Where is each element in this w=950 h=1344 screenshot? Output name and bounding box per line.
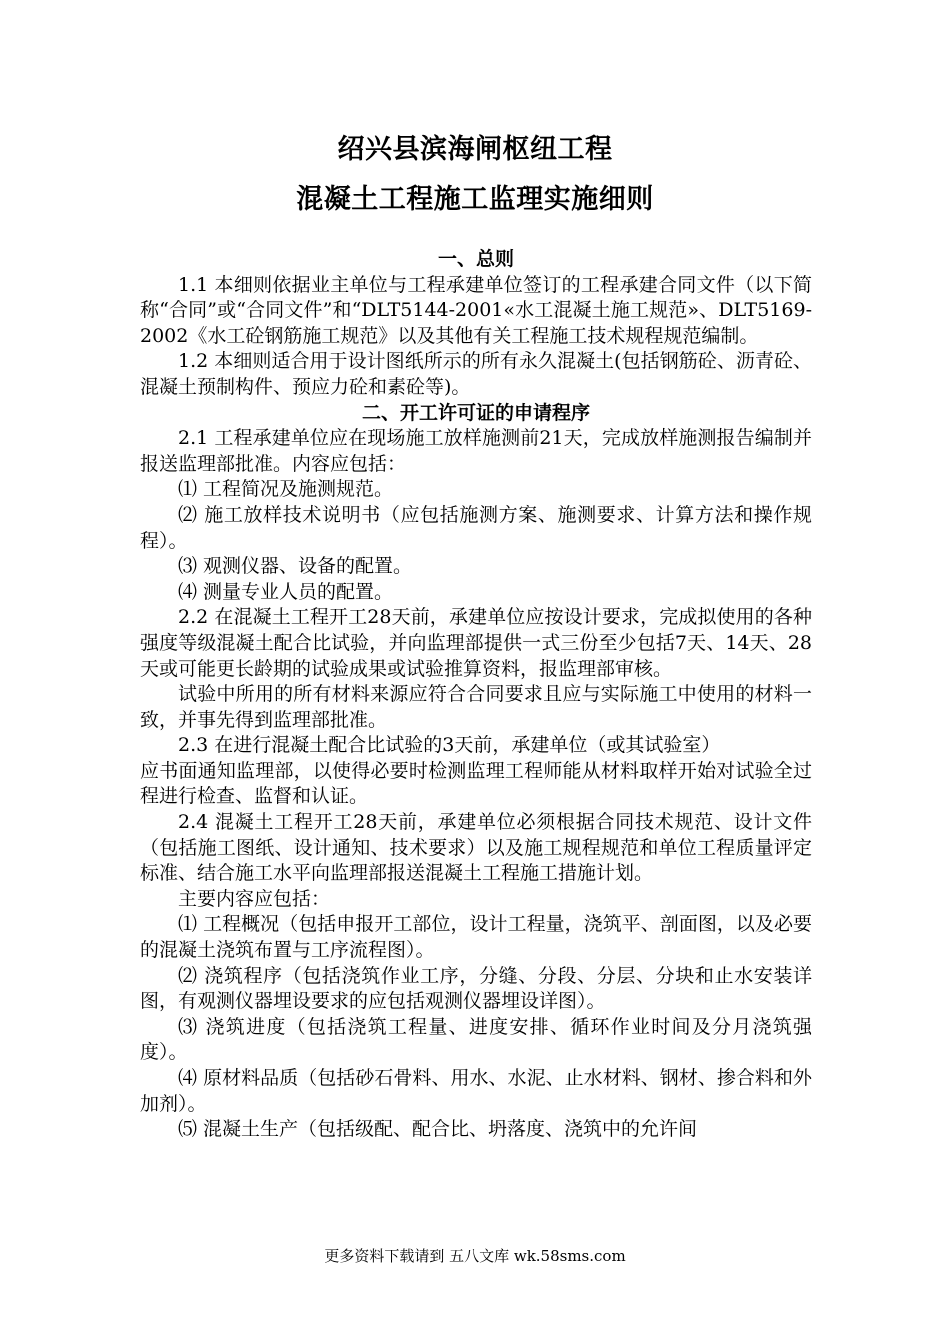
list-item-2-4-c: ⑶ 浇筑进度（包括浇筑工程量、进度安排、循环作业时间及分月浇筑强度）。 [140, 1015, 812, 1064]
paragraph-2-4-intro: 主要内容应包括： [178, 887, 331, 910]
paragraph-2-3: 2.3 在进行混凝土配合比试验的3天前，承建单位（或其试验室） [178, 734, 721, 757]
list-item-2-1-c: ⑶ 观测仪器、设备的配置。 [178, 555, 413, 578]
footer-download-notice: 更多资料下载请到 五八文库 wk.58sms.com [324, 1247, 626, 1265]
paragraph-2-1: 2.1 工程承建单位应在现场施工放样施测前21天，完成放样施测报告编制并报送监理部批准。内容应包括： [140, 427, 812, 475]
list-item-2-1-a: ⑴ 工程简况及施测规范。 [178, 478, 394, 501]
paragraph-2-2-materials: 试验中所用的所有材料来源应符合合同要求且应与实际施工中使用的材料一致，并事先得到监理部批准。 [140, 683, 812, 731]
list-item-2-4-a: ⑴ 工程概况（包括申报开工部位，设计工程量，浇筑平、剖面图，以及必要的混凝土浇筑布置与工序流程图）。 [140, 913, 812, 962]
section-heading-permit-procedure: 二、开工许可证的申请程序 [361, 401, 590, 424]
paragraph-2-4: 2.4 混凝土工程开工28天前，承建单位必须根据合同技术规范、设计文件（包括施工图纸、设计通知、技术要求）以及施工规程规范和单位工程质量评定标准、结合施工水平向监理部报送混凝土工程施工措施计划。 [140, 811, 812, 885]
paragraph-2-2: 2.2 在混凝土工程开工28天前，承建单位应按设计要求，完成拟使用的各种强度等级混凝土配合比试验，并向监理部提供一式三份至少包括7天、14天、28天或可能更长龄期的试验成果或试验推算资料，报监理部审核。 [140, 606, 812, 680]
list-item-2-4-d: ⑷ 原材料品质（包括砂石骨料、用水、水泥、止水材料、钢材、掺合料和外加剂）。 [140, 1067, 812, 1115]
list-item-2-1-b: ⑵ 施工放样技术说明书（应包括施测方案、施测要求、计算方法和操作规程）。 [140, 503, 812, 552]
list-item-2-1-d: ⑷ 测量专业人员的配置。 [178, 580, 394, 603]
document-body [140, 247, 812, 1143]
list-item-2-4-e: ⑸ 混凝土生产（包括级配、配合比、坍落度、浇筑中的允许间 [178, 1118, 698, 1141]
document-title-rules: 混凝土工程施工监理实施细则 [296, 184, 654, 215]
paragraph-1-2: 1.2 本细则适合用于设计图纸所示的所有永久混凝土(包括钢筋砼、沥青砼、混凝土预制构件、预应力砼和素砼等)。 [140, 350, 812, 398]
paragraph-1-1: 1.1 本细则依据业主单位与工程承建单位签订的工程承建合同文件（以下简称“合同”或“合同文件”和“DLT5144-2001«水工混凝土施工规范»、DLT5169-2002《水工砼钢筋施工规范》以及其他有关工程施工技术规程规范编制。 [140, 273, 812, 347]
document-title-project: 绍兴县滨海闸枢纽工程 [337, 134, 613, 165]
paragraph-2-3-continued: 应书面通知监理部，以使得必要时检测监理工程师能从材料取样开始对试验全过程进行检查、监督和认证。 [140, 759, 812, 808]
section-heading-general: 一、总则 [437, 248, 514, 270]
list-item-2-4-b: ⑵ 浇筑程序（包括浇筑作业工序，分缝、分段、分层、分块和止水安装详图，有观测仪器埋设要求的应包括观测仪器埋设详图）。 [140, 964, 812, 1013]
